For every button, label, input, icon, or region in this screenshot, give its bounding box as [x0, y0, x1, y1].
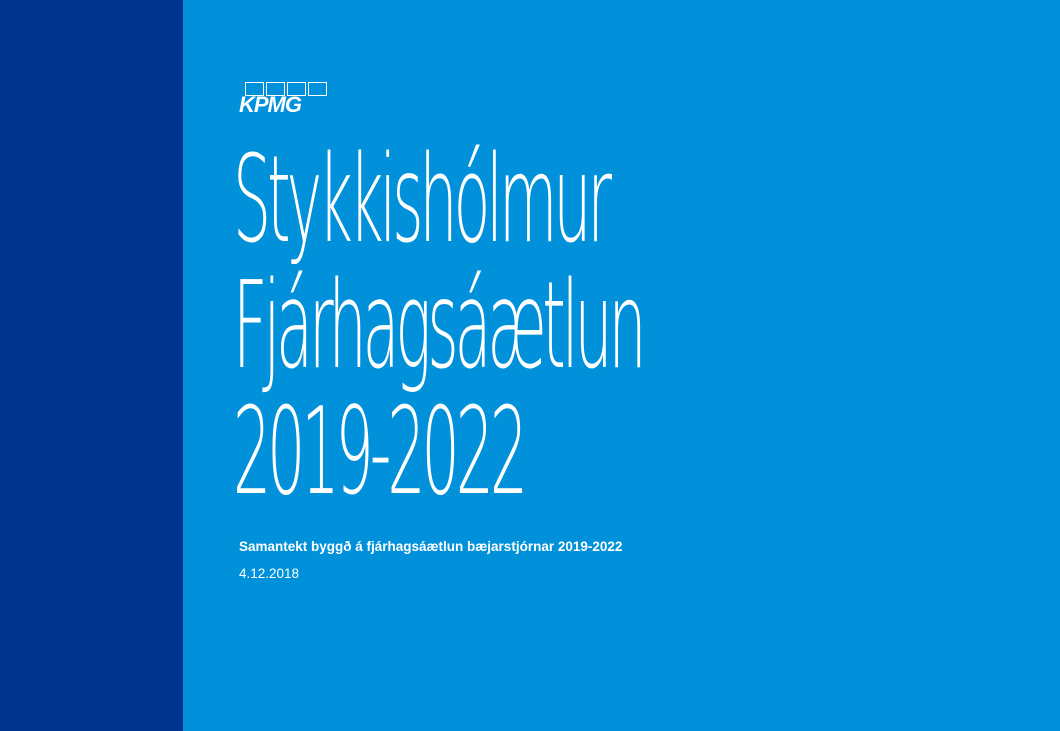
title-line-budget: Fjárhagsáætlun: [233, 257, 643, 396]
kpmg-logo-text: KPMG: [239, 92, 301, 117]
kpmg-logo: [239, 82, 331, 118]
title-line-municipality: Stykkishólmur: [233, 131, 609, 270]
left-color-band: [0, 0, 183, 731]
document-title: [233, 131, 1033, 522]
document-subtitle: Samantekt byggð á fjárhagsáætlun bæjarstjórnar 2019-2022: [239, 539, 623, 554]
title-line-years: 2019-2022: [233, 383, 525, 522]
document-date: 4.12.2018: [239, 566, 300, 581]
